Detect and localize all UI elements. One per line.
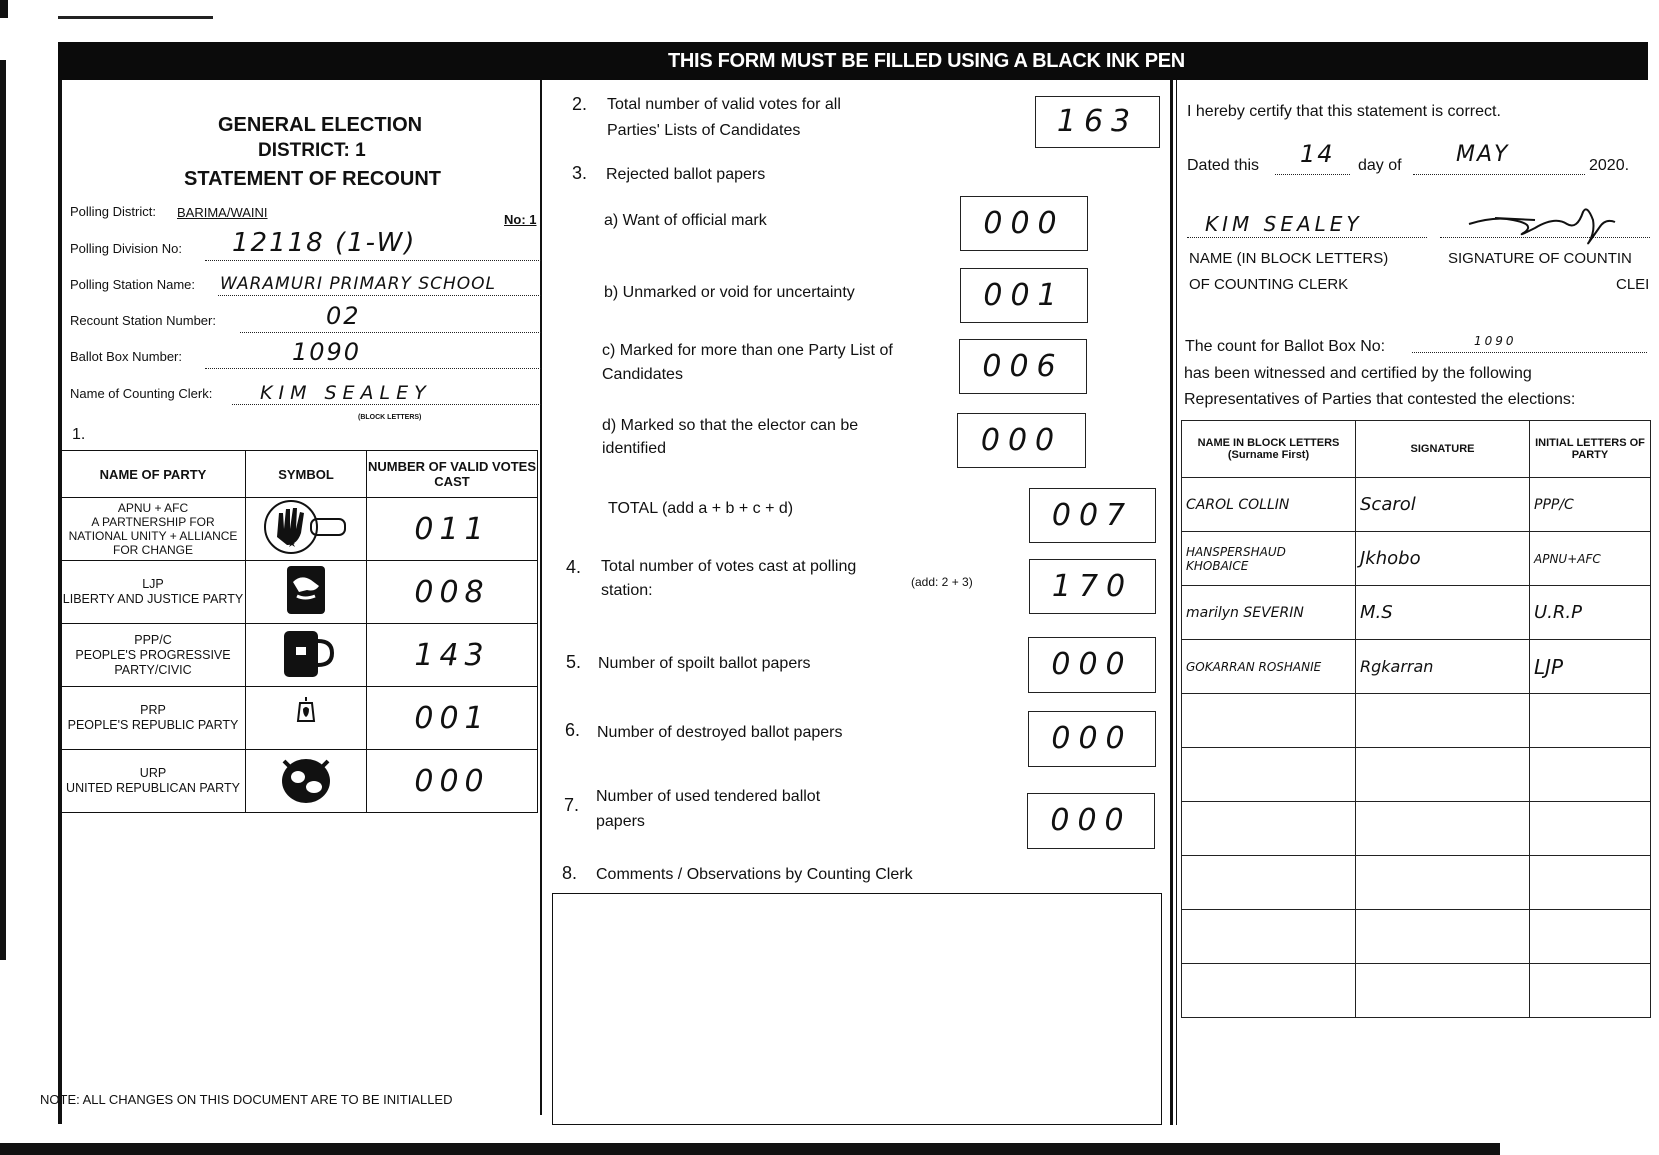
recount-station-label: Recount Station Number: [70,313,216,328]
rep-name-header: NAME IN BLOCK LETTERS (Surname First) [1182,421,1356,478]
q7-number: 7. [564,795,580,815]
scan-edge-bottom [0,1143,1500,1155]
rep-party: LJP [1530,640,1651,694]
q5-number: 5. [566,652,582,672]
rep-signature: Rgkarran [1356,640,1530,694]
polling-district-label: Polling District: [70,204,156,219]
rep-name: CAROL COLLIN [1182,478,1356,532]
party-row [61,687,538,750]
divider-middle-right-2 [1176,80,1177,1125]
polling-station-label: Polling Station Name: [70,277,196,292]
q3c-text-2: Candidates [602,366,683,383]
rep-row [1182,964,1651,1018]
q3d-text-1: d) Marked so that the elector can be [602,417,859,434]
party-table-header [61,451,538,498]
q3-text: Rejected ballot papers [606,166,766,183]
scan-edge-left [0,60,6,960]
q3d-value-box: 000 [957,413,1086,468]
rep-name: HANSPERSHAUD KHOBAICE [1182,532,1356,586]
polling-station-line [218,295,541,296]
rep-party-header: INITIAL LETTERS OF PARTY [1530,421,1651,478]
rep-row [1182,532,1651,586]
party-name: PPP/C PEOPLE'S PROGRESSIVE PARTY/CIVIC [61,624,246,687]
comments-box [552,893,1162,1125]
q6-text: Number of destroyed ballot papers [597,724,843,741]
rep-name [1182,964,1356,1018]
valid-votes-header: NUMBER OF VALID VOTES CAST [367,451,538,498]
rep-party [1530,964,1651,1018]
rep-party [1530,856,1651,910]
day-value: 14 [1300,140,1335,168]
clerk-name-line [1187,237,1427,238]
q2-value-box: 163 [1035,96,1160,148]
q3b-text: b) Unmarked or void for uncertainty [604,284,855,301]
q3d-text-2: identified [602,440,667,457]
q4-number: 4. [566,557,582,577]
q5-value-box: 000 [1028,637,1156,693]
party-votes: 008 [367,561,538,624]
party-votes: 000 [367,750,538,813]
sig-label-2: CLEI [1616,276,1650,293]
party-row [61,750,538,813]
name-label-2: OF COUNTING CLERK [1189,276,1349,293]
day-line [1275,174,1350,175]
rep-party: PPP/C [1530,478,1651,532]
rep-row [1182,856,1651,910]
lantern-icon [246,687,367,750]
rep-signature [1356,964,1530,1018]
polling-station-value: WARAMURI PRIMARY SCHOOL [220,274,497,294]
party-name: APNU + AFC A PARTNERSHIP FOR NATIONAL UNITY + ALLIANCE FOR CHANGE [61,498,246,561]
party-votes: 001 [367,687,538,750]
q4-add-note: (add: 2 + 3) [911,575,973,589]
clerk-signature-mark [1465,198,1630,248]
counting-clerk-value: KIM SEALEY [260,382,432,404]
q3a-value-box: 000 [960,196,1088,251]
note-text: NOTE: ALL CHANGES ON THIS DOCUMENT ARE TO BE INITIALLED [40,1092,453,1107]
q7-text-1: Number of used tendered ballot [596,788,821,805]
year-label: 2020. [1589,157,1630,174]
rep-party: U.R.P [1530,586,1651,640]
q5-text: Number of spoilt ballot papers [598,655,811,672]
rep-party [1530,694,1651,748]
q3c-text-1: c) Marked for more than one Party List of [602,342,893,359]
cow-icon [246,750,367,813]
header-line-2: DISTRICT: 1 [258,140,366,161]
q2-number: 2. [572,94,588,114]
polling-division-label: Polling Division No: [70,241,182,256]
q8-number: 8. [562,863,578,883]
rep-party [1530,748,1651,802]
rep-row [1182,910,1651,964]
no-label: No: 1 [504,212,537,227]
rep-signature: M.S [1356,586,1530,640]
witnessed-text-2: Representatives of Parties that contested the elections: [1184,391,1576,408]
counting-clerk-line [232,404,541,405]
day-of-label: day of [1358,157,1402,174]
rep-name [1182,802,1356,856]
count-box-value: 1090 [1474,334,1517,348]
rep-name [1182,748,1356,802]
polling-division-line [205,260,541,261]
rep-party: APNU+AFC [1530,532,1651,586]
header-line-1: GENERAL ELECTION [218,114,423,136]
banner [58,42,1648,80]
sig-label-1: SIGNATURE OF COUNTIN [1448,250,1632,267]
rep-row [1182,586,1651,640]
ballot-box-line [205,368,541,369]
rep-row [1182,640,1651,694]
recount-station-value: 02 [326,302,361,330]
rep-name: GOKARRAN ROSHANIE [1182,640,1356,694]
name-label-1: NAME (IN BLOCK LETTERS) [1189,250,1389,267]
rep-name [1182,856,1356,910]
symbol-header: SYMBOL [246,451,367,498]
total-value-box: 007 [1029,488,1156,543]
q4-text-2: station: [601,582,653,599]
count-box-line [1412,352,1647,353]
rep-signature [1356,910,1530,964]
ballot-box-label: Ballot Box Number: [70,349,182,364]
banner-text: THIS FORM MUST BE FILLED USING A BLACK INK PEN [668,50,1185,72]
party-name: LJP LIBERTY AND JUSTICE PARTY [61,561,246,624]
party-row [61,498,538,561]
scan-line-top [58,16,213,19]
scan-mark-top-left [0,0,8,18]
rep-row [1182,748,1651,802]
header-line-3: STATEMENT OF RECOUNT [184,168,442,190]
rep-signature [1356,694,1530,748]
total-text: TOTAL (add a + b + c + d) [608,500,794,517]
rep-party [1530,802,1651,856]
polling-district-value: BARIMA/WAINI [177,205,268,220]
party-votes: 143 [367,624,538,687]
party-name: URP UNITED REPUBLICAN PARTY [61,750,246,813]
count-for-text: The count for Ballot Box No: [1185,338,1386,355]
rep-signature [1356,856,1530,910]
party-representatives-table [1181,420,1651,1018]
month-line [1413,174,1585,175]
section-1-number: 1. [72,426,86,443]
q3c-value-box: 006 [959,339,1087,394]
divider-middle-right [1170,80,1173,1125]
rep-signature-header: SIGNATURE [1356,421,1530,478]
rep-signature [1356,802,1530,856]
polling-division-value: 12118 (1-W) [232,228,417,258]
party-votes: 011 [367,498,538,561]
q3a-text: a) Want of official mark [604,212,767,229]
party-row [61,561,538,624]
clerk-name-value: KIM SEALEY [1205,212,1363,236]
counting-clerk-label: Name of Counting Clerk: [70,386,213,401]
hand-icon [246,498,367,561]
q4-value-box: 170 [1029,559,1156,614]
rep-name [1182,910,1356,964]
ballot-box-value: 1090 [292,338,362,366]
recount-station-line [240,332,541,333]
dated-this-label: Dated this [1187,157,1260,174]
party-name: PRP PEOPLE'S REPUBLIC PARTY [61,687,246,750]
q8-text: Comments / Observations by Counting Clerk [596,866,913,883]
rep-name: marilyn SEVERIN [1182,586,1356,640]
party-votes-table [60,450,538,813]
rep-row [1182,478,1651,532]
rep-row [1182,694,1651,748]
rep-row [1182,802,1651,856]
q3-number: 3. [572,163,588,183]
q6-number: 6. [565,720,581,740]
q4-text-1: Total number of votes cast at polling [601,558,857,575]
q2-text-2: Parties' Lists of Candidates [607,122,801,139]
q7-value-box: 000 [1027,793,1155,849]
rep-signature [1356,748,1530,802]
handshake-icon [246,561,367,624]
rep-signature: Scarol [1356,478,1530,532]
cup-icon [246,624,367,687]
q6-value-box: 000 [1028,711,1156,767]
party-row [61,624,538,687]
rep-signature: Jkhobo [1356,532,1530,586]
q2-text-1: Total number of valid votes for all [607,96,841,113]
q7-text-2: papers [596,813,645,830]
rep-table-header [1182,421,1651,478]
q3b-value-box: 001 [960,268,1088,323]
rep-party [1530,910,1651,964]
divider-left-middle [540,80,542,1115]
rep-name [1182,694,1356,748]
block-letters-note: (BLOCK LETTERS) [358,414,422,421]
party-name-header: NAME OF PARTY [61,451,246,498]
month-value: MAY [1456,142,1510,167]
certify-text: I hereby certify that this statement is correct. [1187,103,1501,120]
witnessed-text-1: has been witnessed and certified by the following [1184,365,1532,382]
